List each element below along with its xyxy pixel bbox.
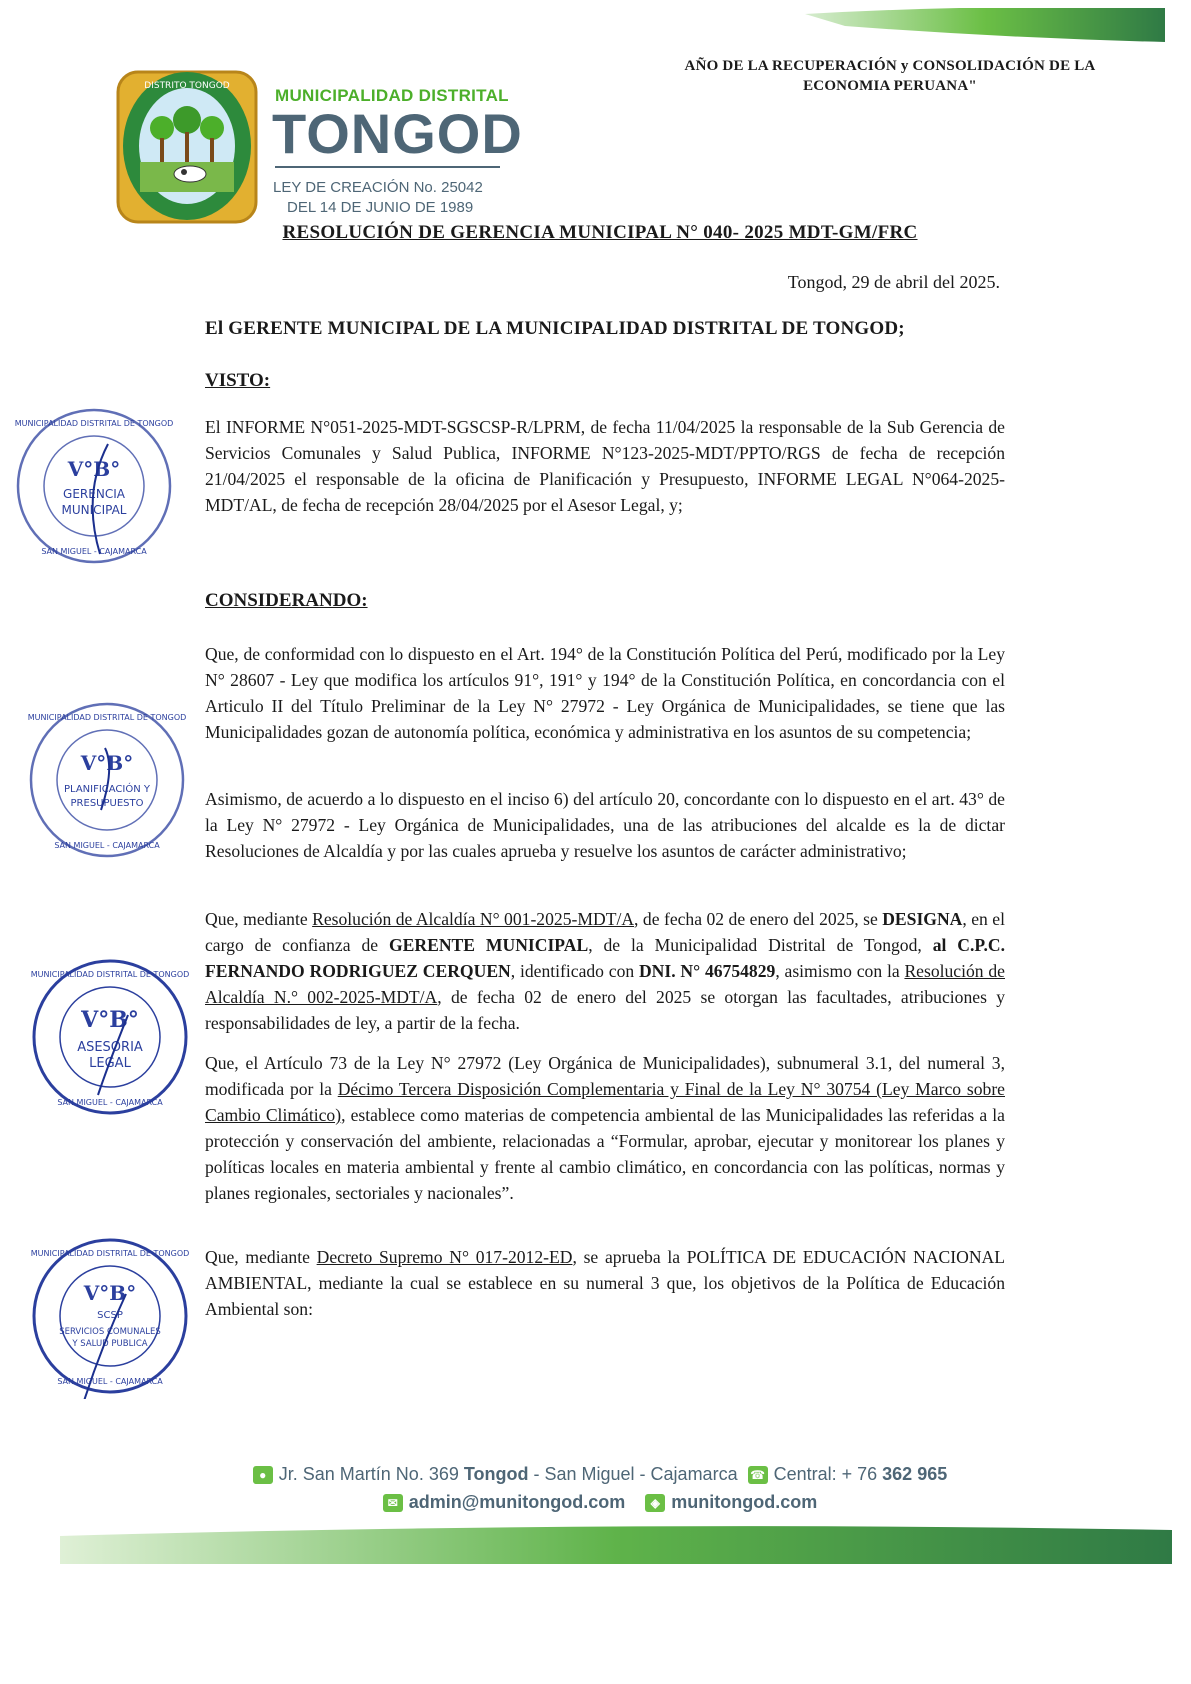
year-slogan: AÑO DE LA RECUPERACIÓN y CONSOLIDACIÓN DE LA ECONOMIA PERUANA" (684, 58, 1096, 94)
phone-icon: ☎ (748, 1466, 768, 1484)
approval-stamp-gerencia (12, 404, 177, 569)
approval-stamp-planificacion (25, 698, 190, 863)
location-pin-icon: ● (253, 1466, 273, 1484)
svg-text:ASESORIA: ASESORIA (77, 1040, 143, 1055)
logo-law: LEY DE CREACIÓN No. 25042 DEL 14 DE JUNIO DE 1989 (273, 179, 483, 216)
approval-stamp-servicios (28, 1234, 193, 1399)
svg-text:SAN MIGUEL - CAJAMARCA: SAN MIGUEL - CAJAMARCA (41, 547, 147, 556)
header-decoration-bar (805, 8, 1165, 42)
svg-text:Y SALUD PUBLICA: Y SALUD PUBLICA (72, 1339, 148, 1349)
reference-link: Décimo Tercera Disposición Complementaria y Final de la Ley N° 30754 (Ley Marco sobre Cambio Climático) (205, 1079, 1005, 1125)
logo-subtitle: MUNICIPALIDAD DISTRITAL (275, 86, 509, 105)
reference-link: Decreto Supremo N° 017-2012-ED (316, 1247, 573, 1267)
footer-website[interactable]: munitongod.com (671, 1492, 818, 1512)
svg-text:V°B°: V°B° (81, 1007, 139, 1033)
svg-text:V°B°: V°B° (80, 751, 134, 775)
considerando-paragraph-4: Que, el Artículo 73 de la Ley N° 27972 (Ley Orgánica de Municipalidades), subnumeral 3.1, del numeral 3, modificada por la Décimo Tercera Disposición Complementaria y Final de la Ley N° 30754 (Ley Marco sobre Cambio Climático), establece como materias de competencia ambiental de las Municipalidades las referidas a la protección y conservación del ambiente, relacionadas a “Formular, aprobar, ejecutar y monitorear los planes y políticas locales en materia ambiental y frente al cambio climático, en concordancia con las políticas, normas y planes regionales, sectoriales y nacionales”. (205, 1053, 1005, 1203)
logo-title: TONGOD (272, 102, 523, 165)
svg-text:MUNICIPALIDAD DISTRITAL DE TON: MUNICIPALIDAD DISTRITAL DE TONGOD (27, 713, 187, 722)
svg-text:SCSP: SCSP (97, 1310, 123, 1321)
addressee: El GERENTE MUNICIPAL DE LA MUNICIPALIDAD DISTRITAL DE TONGOD; (205, 318, 905, 339)
reference-link: Resolución de Alcaldía N° 001-2025-MDT/A (312, 909, 635, 929)
logo-divider (275, 166, 500, 168)
svg-text:SAN MIGUEL - CAJAMARCA: SAN MIGUEL - CAJAMARCA (57, 1098, 163, 1107)
considerando-paragraph-2: Asimismo, de acuerdo a lo dispuesto en el inciso 6) del artículo 20, concordante con lo dispuesto en el art. 43° de la Ley N° 27972 - Ley Orgánica de Municipalidades, una de las atribuciones del alcalde es la de dictar Resoluciones de Alcaldía y por las cuales aprueba y resuelve los asuntos de carácter administrativo; (205, 789, 1005, 861)
svg-text:SERVICIOS COMUNALES: SERVICIOS COMUNALES (59, 1327, 161, 1337)
svg-text:PLANIFICACIÓN Y: PLANIFICACIÓN Y (63, 784, 151, 795)
svg-text:SAN MIGUEL - CAJAMARCA: SAN MIGUEL - CAJAMARCA (57, 1377, 163, 1386)
svg-text:MUNICIPALIDAD DISTRITAL DE TON: MUNICIPALIDAD DISTRITAL DE TONGOD (30, 1249, 190, 1258)
svg-text:MUNICIPALIDAD DISTRITAL DE TON: MUNICIPALIDAD DISTRITAL DE TONGOD (30, 970, 190, 979)
considerando-heading: CONSIDERANDO: (205, 590, 368, 611)
visto-heading: VISTO: (205, 370, 271, 391)
svg-text:LEGAL: LEGAL (89, 1056, 131, 1071)
svg-text:SAN MIGUEL - CAJAMARCA: SAN MIGUEL - CAJAMARCA (54, 841, 160, 850)
considerando-paragraph-3: Que, mediante Resolución de Alcaldía N° 001-2025-MDT/A, de fecha 02 de enero del 2025, se DESIGNA, en el cargo de confianza de GERENTE MUNICIPAL, de la Municipalidad Distrital de Tongod, al C.P.C. FERNANDO RODRIGUEZ CERQUEN, identificado con DNI. N° 46754829, asimismo con la Resolución de Alcaldía N.° 002-2025-MDT/A, de fecha 02 de enero del 2025 se otorgan las facultades, atribuciones y responsabilidades de ley, a partir de la fecha. (205, 909, 1006, 1033)
resolution-title: RESOLUCIÓN DE GERENCIA MUNICIPAL N° 040- 2025 MDT-GM/FRC (282, 222, 918, 243)
svg-text:DISTRITO TONGOD: DISTRITO TONGOD (144, 81, 230, 91)
svg-text:MUNICIPAL: MUNICIPAL (61, 503, 127, 517)
svg-text:MUNICIPALIDAD DISTRITAL DE TON: MUNICIPALIDAD DISTRITAL DE TONGOD (14, 419, 174, 428)
email-icon: ✉ (383, 1494, 403, 1512)
globe-icon: ◈ (645, 1494, 665, 1512)
approval-stamp-asesoria (28, 955, 193, 1120)
footer-email[interactable]: admin@munitongod.com (408, 1492, 626, 1512)
visto-paragraph: El INFORME N°051-2025-MDT-SGSCSP-R/LPRM, de fecha 11/04/2025 la responsable de la Sub Gerencia de Servicios Comunales y Salud Publica, INFORME N°123-2025-MDT/PPTO/RGS de fecha de recepción 21/04/2025 el responsable de la oficina de Planificación y Presupuesto, INFORME LEGAL N°064-2025-MDT/AL, de fecha de recepción 28/04/2025 por el Asesor Legal, y; (205, 417, 1005, 515)
municipal-crest-icon (112, 62, 262, 230)
reference-link: Resolución de Alcaldía N.° 002-2025-MDT/A (205, 961, 1005, 1007)
svg-text:V°B°: V°B° (67, 457, 121, 481)
svg-text:PRESUPUESTO: PRESUPUESTO (70, 798, 144, 809)
considerando-paragraph-1: Que, de conformidad con lo dispuesto en el Art. 194° de la Constitución Política del Perú, modificado por la Ley N° 28607 - Ley que modifica los artículos 91°, 191° y 194° de la Constitución Política, en concordancia con el Articulo II del Título Preliminar de la Ley N° 27972 - Ley Orgánica de Municipalidades, se tiene que las Municipalidades gozan de autonomía política, económica y administrativa en los asuntos de su competencia; (205, 644, 1005, 742)
footer-web (240, 1492, 960, 1513)
svg-text:GERENCIA: GERENCIA (63, 487, 125, 501)
footer-contact: ● Jr. San Martín No. 369 Tongod - San Miguel - Cajamarca ☎ Central: + 76 362 965 (240, 1464, 960, 1485)
footer-decoration-bar (60, 1522, 1172, 1564)
document-date: Tongod, 29 de abril del 2025. (787, 272, 1000, 292)
svg-text:V°B°: V°B° (83, 1281, 137, 1305)
considerando-paragraph-5: Que, mediante Decreto Supremo N° 017-2012-ED, se aprueba la POLÍTICA DE EDUCACIÓN NACIONAL AMBIENTAL, mediante la cual se establece en su numeral 3 que, los objetivos de la Política de Educación Ambiental son: (205, 1247, 1005, 1319)
